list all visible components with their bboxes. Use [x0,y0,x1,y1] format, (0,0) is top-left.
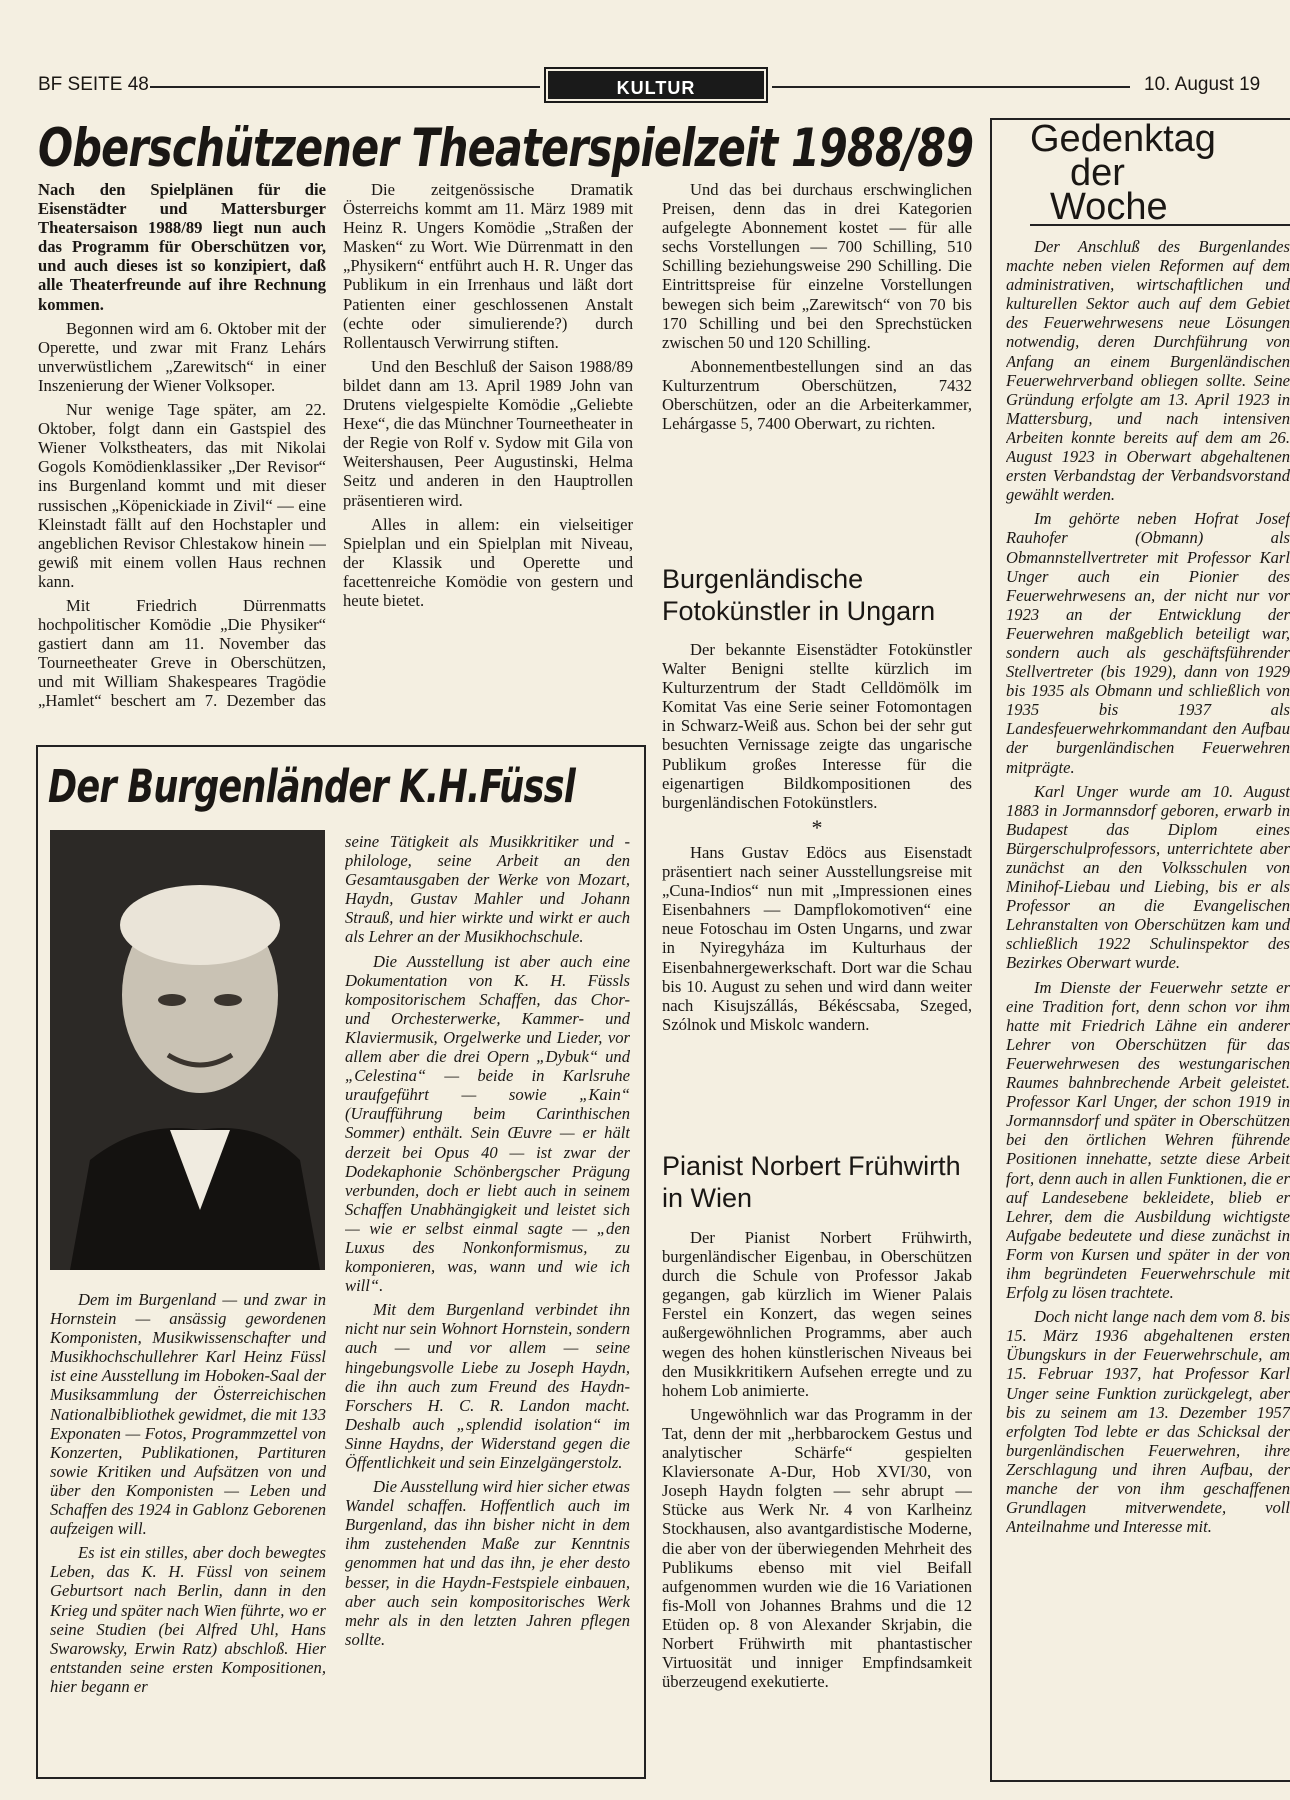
fuessl-paragraph: Mit dem Burgenland verbindet ihn nicht nur sein Wohnort Hornstein, sondern auch — und vor allem — seine hingebungsvolle Liebe zu Joseph Haydn, die ihn auch zum Freund des Haydn-Forschers H. C. R. Landon macht. Deshalb auch „splendid isolation“ im Sinne Haydns, der Widerstand gegen die Öffentlichkeit und sein Einzelgängerstolz. [345,1300,630,1472]
theater-paragraph: Und den Beschluß der Saison 1988/89 bildet dann am 13. April 1989 John van Drutens vielgespielte Komödie „Geliebte Hexe“, die das Münchner Tourneetheater in der Regie von Rolf v. Sydow mit Gila von Weitershausen, Peer Augustinski, Helma Seitz und anderen in den Hauptrollen präsentieren wird. [343,356,633,510]
gedenktag-paragraph: Doch nicht lange nach dem vom 8. bis 15. März 1936 abgehaltenen ersten Übungskurs in der Feuerwehrschule, am 15. Februar 1937, hat Professor Karl Unger seine Funktion zurückgelegt, aber bis zu seinem am 13. Dezember 1957 erfolgten Tod lebte er das Schicksal der burgenländischen Feuerwehren, ihre Zerschlagung und ihren Aufbau, der manche der von ihm geschaffenen Grundlagen mitverwendete, voll Anteilnahme und Interesse mit. [1006,1307,1290,1537]
fuessl-column-2 [345,832,630,1770]
theater-column-2 [343,180,633,710]
fuessl-paragraph: Die Ausstellung wird hier sicher etwas Wandel schaffen. Hoffentlich auch im Burgenland, das ihn bisher nicht in dem ihm zustehenden Maße zur Kenntnis genommen hat und das ihn, je eher desto besser, in die Haydn-Festspiele einbauen, aber auch sein kompositorisches Werk mehr als in den letzten Jahren pflegen sollte. [345,1477,630,1649]
gedenktag-body [1006,237,1290,1767]
foto-body [662,640,972,1140]
gedenktag-title-line-3: Woche [1030,190,1290,226]
theater-paragraph: Mit Friedrich Dürrenmatts hochpolitischer Komödie „Die Physiker“ gastiert dann am 11. November das Tourneetheater Greve in Oberschützen, und mit William Shakespeares Tragödie „Hamlet“ beschert am 7. Dezember das [38,595,326,710]
theater-paragraph: Begonnen wird am 6. Oktober mit der Operette, und zwar mit Franz Lehárs unverwüstlichem „Zarewitsch“ in einer Inszenierung der Wiener Volksoper. [38,318,326,395]
gedenktag-title-line-1: Gedenktag [1030,118,1216,160]
gedenktag-paragraph: Im gehörte neben Hofrat Josef Rauhofer (Obmann) als Obmannstellvertreter mit Professor Karl Unger auch ein Pionier des Feuerwehrwesens an, der nicht nur vor 1923 an der Entwicklung der Feuerwehren maßgeblich beteiligt war, sondern auch als geschäftsführender Stellvertreter (bis 1929), dann von 1929 bis 1935 als Obmann und schließlich von 1935 bis 1937 als Landesfeuerwehrkommandant den Aufbau der burgenländischen Feuerwehren mitprägte. [1006,509,1290,777]
fuessl-paragraph: seine Tätigkeit als Musikkritiker und -philologe, seine Arbeit an den Gesamtausgaben der Werke von Mozart, Haydn, Gustav Mahler und Johann Strauß, und hier wirkte und wirkt er auch als Lehrer an der Musikhochschule. [345,832,630,947]
header-rule-right [772,86,1130,88]
portrait-photo [50,830,325,1270]
theater-paragraph: Nur wenige Tage später, am 22. Oktober, folgt dann ein Gastspiel des Wiener Volkstheaters, das mit Nikolai Gogols Komödienklassiker „Der Revisor“ ins Burgenland kommt und mit dieser russischen „Köpenickiade in Zivil“ — eine Kleinstadt fällt auf den Hochstapler und angeblichen Revisor Chlestakow hinein — gewiß mit einem vollen Haus rechnen kann. [38,400,326,591]
theater-column-3 [662,180,972,535]
gedenktag-title-line-2: der [1070,152,1125,194]
fuessl-paragraph: Es ist ein stilles, aber doch bewegtes Leben, das K. H. Füssl von seinem Geburtsort nach Berlin, dann in den Krieg und später nach Wien führte, wo er seine Studien (bei Alfred Uhl, Hans Swarowsky, Erwin Ratz) abschloß. Hier entstanden seine ersten Kompositionen, hier begann er [50,1543,326,1696]
header-rule-left [150,86,540,88]
foto-paragraph: Hans Gustav Edöcs aus Eisenstadt präsentiert nach seiner Ausstellungsreise mit „Cuna-Indios“ nun mit „Impressionen eines Eisenbahners — Dampflokomotiven“ eine neue Fotoschau im Osten Ungarns, und zwar in Nyiregyháza im Kulturhaus der Eisenbahnergewerkschaft. Dort war die Schau bis 10. August zu sehen und wird dann weiter nach Kisujszállás, Békéscsaba, Szeged, Szólnok und Miskolc wandern. [662,842,972,1034]
gedenktag-paragraph: Im Dienste der Feuerwehr setzte er eine Tradition fort, denn schon vor ihm hatte mit Friedrich Lähne ein anderer Lehrer von Oberschützen für das Feuerwehrwesen des westungarischen Raumes bahnbrechende Arbeit geleistet. Professor Karl Unger, der schon 1919 in Jormannsdorf und später in Oberschützen bei den örtlichen Wehren führende Positionen innehatte, setzte diese Arbeit fort, denn auch in allen Funktionen, die er auf Landesebene bekleidete, blieb er Lehrer, dem die Ausbildung wichtigste Aufgabe bedeutete und diese zunächst in Form von Kursen und später in der von ihm begründeten Feuerwehrschule mit Erfolg zu lösen trachtete. [1006,977,1290,1303]
separator-star: * [811,814,823,840]
fuessl-headline: Der Burgenländer K.H.Füssl [48,760,575,813]
theater-column-1 [38,180,326,710]
foto-headline: Burgenländische Fotokünstler in Ungarn [662,564,936,626]
fuessl-paragraph: Die Ausstellung ist aber auch eine Dokumentation von K. H. Füssls kompositorischem Schaffen, das Chor- und Orchesterwerke, Kammer- und Klaviermusik, Orgelwerke und Lieder, vor allem aber die drei Opern „Dybuk“ und „Celestina“ — beide in Karlsruhe uraufgeführt — sowie „Kain“ (Uraufführung beim Carinthischen Sommer) enthält. Sein Œuvre — er hält derzeit bei Opus 40 — ist zwar der Dodekaphonie Schönbergscher Prägung verbunden, doch er liebt auch in seinem Schaffen Unabhängigkeit und leistet sich — wie er selbst einmal sagte — „den Luxus des Nonkonformismus, zu komponieren, was, wann und wie ich will“. [345,951,630,1296]
gedenktag-title [1030,118,1290,228]
portrait-silhouette [50,830,325,1270]
pianist-paragraph: Der Pianist Norbert Frühwirth, burgenländischer Eigenbau, in Oberschützen durch die Schule von Professor Jakab gegangen, gab kürzlich im Wiener Palais Ferstel ein Konzert, das wegen seines außergewöhnlichen Programms, aber auch wegen des hohen künstlerischen Niveaus bei den Musikkritikern Aufsehen erregte und zu hohem Lob animierte. [662,1228,972,1400]
foto-paragraph: Der bekannte Eisenstädter Fotokünstler Walter Benigni stellte kürzlich im Kulturzentrum der Stadt Celldömölk im Komitat Vas eine Serie seiner Fotomontagen in Schwarz-Weiß aus. Schon bei der sehr gut besuchten Vernissage zeigte das ungarische Publikum großes Interesse für die eigenartigen Bildkompositionen des burgenländischen Fotokünstlers. [662,640,972,812]
theater-paragraph: Abonnementbestellungen sind an das Kulturzentrum Oberschützen, 7432 Oberschützen, oder an die Arbeiterkammer, Lehárgasse 5, 7400 Oberwart, zu richten. [662,356,972,434]
theater-lead: Nach den Spielplänen für die Eisenstädter und Mattersburger Theatersaison 1988/89 liegt nun auch das Programm für Oberschützen vor, und auch dieses ist so konzipiert, daß alle Theaterfreunde auf ihre Rechnung kommen. [38,180,326,314]
pianist-paragraph: Ungewöhnlich war das Programm in der Tat, denn der mit „herbbarockem Gestus und analytischer Schärfe“ gespielten Klaviersonate A-Dur, Hob XVI/30, von Joseph Haydn folgten — sehr abrupt — Stücke aus Werk Nr. 4 von Karlheinz Stockhausen, also avantgardistische Moderne, die aber von der überwiegenden Mehrheit des Publikums ebenso mit viel Beifall aufgenommen wurden wie die 16 Variationen fis-Moll von Johannes Brahms und die 12 Etüden op. 8 von Alexander Skrjabin, die Norbert Frühwirth mit phantastischer Virtuosität und inniger Empfindsamkeit überzeugend exekutierte. [662,1404,972,1692]
fuessl-column-1 [50,1290,326,1770]
gedenktag-paragraph: Der Anschluß des Burgenlandes machte neben vielen Reformen auf dem administrativen, wirtschaftlichen und kulturellen Sektor auch auf dem Gebiet des Feuerwehrwesens neue Lösungen notwendig, deren Durchführung von Anfang an einem Burgenländischen Feuerwehrverband obliegen sollte. Seine Gründung erfolgte am 13. April 1923 in Mattersburg, und nach intensiven Arbeiten konnte bereits auf dem am 26. August 1923 in Oberwart abgehaltenen ersten Verbandstag der Verbandsvorstand gewählt werden. [1006,237,1290,505]
theater-paragraph: Alles in allem: ein vielseitiger Spielplan und ein Spielplan mit Niveau, der Klassik und Operette und facettenreiche Komödie von gestern und heute bietet. [343,514,633,610]
theater-paragraph: Und das bei durchaus erschwinglichen Preisen, denn das in drei Kategorien aufgelegte Abonnement kostet — für alle sechs Vorstellungen — 700 Schilling, 510 Schilling beziehungsweise 290 Schilling. Die Eintrittspreise für einzelne Vorstellungen bewegen sich beim „Zarewitsch“ von 70 bis 170 Schilling und bei den Sprechstücken zwischen 50 und 120 Schilling. [662,180,972,352]
fuessl-paragraph: Dem im Burgenland — und zwar in Hornstein — ansässig gewordenen Komponisten, Musikwissenschafter und Musikhochschullehrer Karl Heinz Füssl ist eine Ausstellung im Hoboken-Saal der Musiksammlung der Österreichischen Nationalbibliothek gewidmet, die mit 133 Exponaten — Fotos, Programmzettel von Konzerten, Publikationen, Partituren sowie Kritiken und Aufsätzen von und über den Komponisten — Leben und Schaffen des 1924 in Gablonz Geborenen aufzeigen will. [50,1290,326,1539]
theater-paragraph: Die zeitgenössische Dramatik Österreichs kommt am 11. März 1989 mit Heinz R. Ungers Komödie „Straßen der Masken“ zu Wort. Wie Dürrenmatt in den „Physikern“ entführt auch H. R. Unger das Publikum in ein Irrenhaus und läßt dort Patienten einer geschlossenen Anstalt (echte oder simulierende?) durch Rollentausch Verwirrung stiften. [343,180,633,352]
main-headline: Oberschützener Theaterspielzeit 1988/89 [38,118,974,179]
pianist-headline: Pianist Norbert Frühwirth in Wien [662,1151,961,1213]
page-number: BF SEITE 48 [38,74,149,95]
section-label: KULTUR [548,71,764,99]
gedenktag-paragraph: Karl Unger wurde am 10. August 1883 in Jormannsdorf geboren, erwarb in Budapest das Diplom eines Bürgerschulprofessors, unterrichtete aber zunächst an den Volksschulen von Minihof-Liebau und Liebing, bis er als Professor an die Evangelischen Lehranstalten von Oberschützen kam und schließlich 1922 Schulinspektor des Bezirkes Oberwart wurde. [1006,781,1290,973]
issue-date: 10. August 19 [1140,74,1290,96]
pianist-body [662,1228,972,1768]
